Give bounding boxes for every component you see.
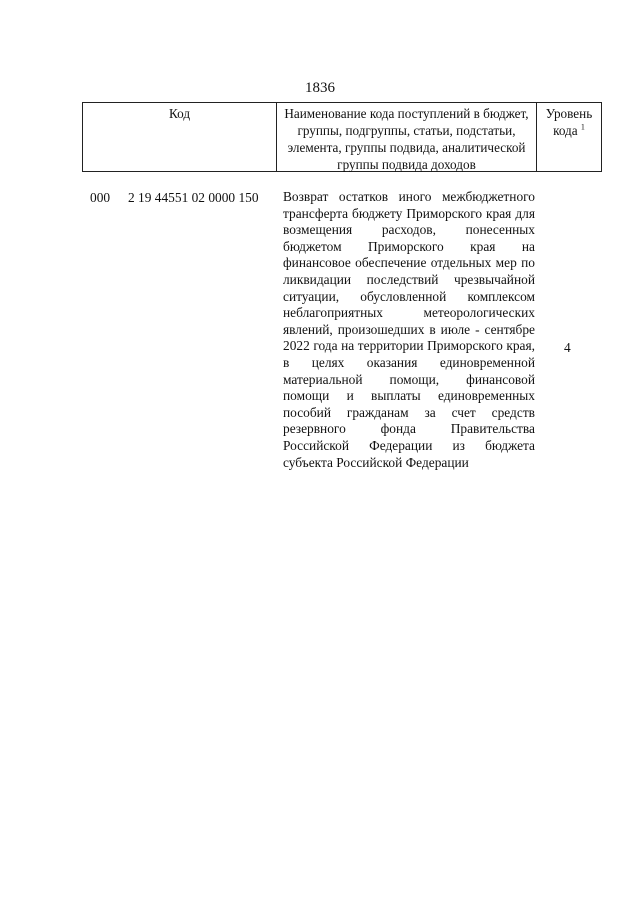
income-description: Возврат остатков иного межбюджетного трансферта бюджету Приморского края для возмещения расходов, понесенных бюджетом Приморского края на финансовое обеспечение отдельных мер по ликвидации последствий чрезвычайной ситуации, обусловленной комплексом неблагоприятных метеорологических явлений, произошедших в июле - сентябре 2022 года на территории Приморского края, в целях оказания единовременной материальной помощи, финансовой помощи и выплаты единовременных пособий гражданам за счет средств резервного фонда Правительства Российской Федерации из бюджета субъекта Российской Федерации xyxy=(283,189,535,470)
code-level: 4 xyxy=(564,340,571,355)
admin-code: 000 xyxy=(90,190,111,205)
income-code: 2 19 44551 02 0000 150 xyxy=(128,190,259,205)
header-level xyxy=(537,103,601,171)
header-name: Наименование кода поступлений в бюджет, группы, подгруппы, статьи, подстатьи, элемента, группы подвида, аналитической группы подвида доходов xyxy=(277,103,537,171)
table-row xyxy=(90,189,602,519)
header-code: Код xyxy=(83,103,277,171)
header-level-footnote: 1 xyxy=(580,122,585,132)
table-header xyxy=(82,102,602,172)
header-level-label: Уровень кода xyxy=(545,106,593,138)
page-number: 1836 xyxy=(305,80,335,96)
